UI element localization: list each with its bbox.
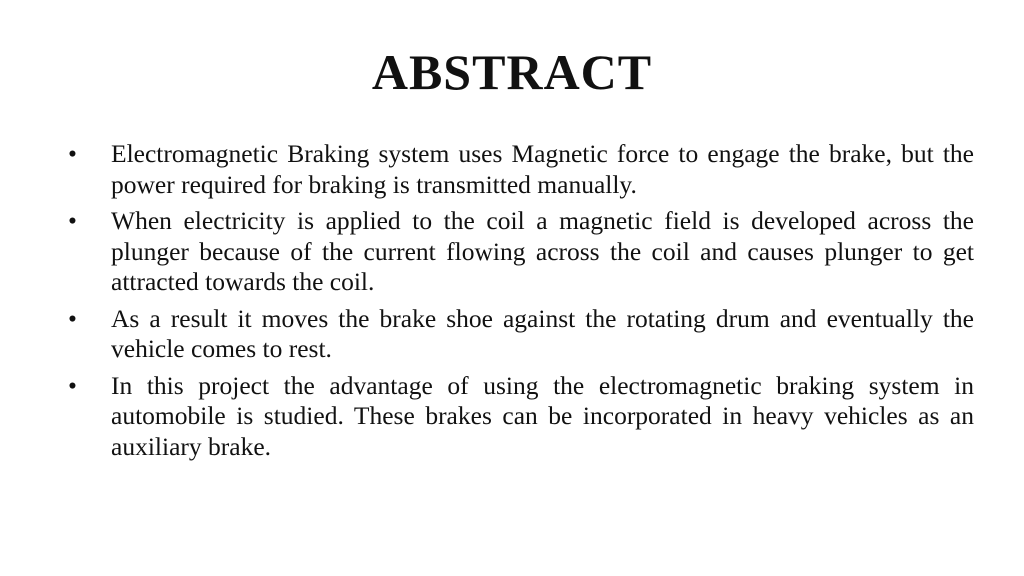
bullet-text: As a result it moves the brake shoe against the rotating drum and eventually the vehicle comes to rest.: [111, 303, 974, 363]
bullet-item: [68, 206, 974, 298]
bullet-item: [68, 371, 974, 463]
bullet-text: Electromagnetic Braking system uses Magnetic force to engage the brake, but the power required for braking is transmitted manually.: [111, 139, 974, 199]
slide-title: ABSTRACT: [371, 44, 653, 100]
bullet-text: In this project the advantage of using the electromagnetic braking system in automobile is studied. These brakes can be incorporated in heavy vehicles as an auxiliary brake.: [111, 370, 974, 461]
bullet-icon: •: [68, 206, 77, 235]
bullet-icon: •: [68, 139, 77, 168]
bullet-item: [68, 139, 974, 200]
bullet-icon: •: [68, 370, 77, 400]
bullet-text: When electricity is applied to the coil a magnetic field is developed across the plunger because of the current flowing across the coil and causes plunger to get attracted towards the coil.: [111, 206, 974, 296]
bullet-item: [68, 304, 974, 365]
bullet-icon: •: [68, 303, 77, 333]
bullet-list: [68, 139, 974, 468]
